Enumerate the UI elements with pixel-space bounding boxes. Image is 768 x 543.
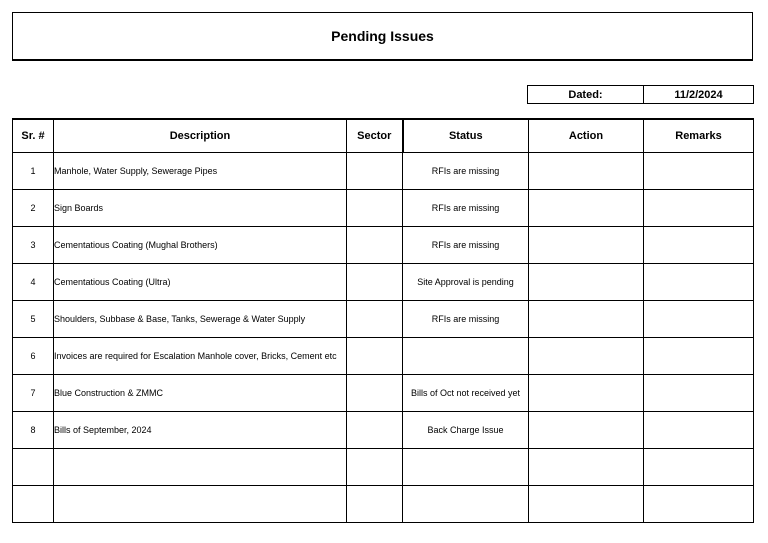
cell-remarks[interactable] [644,189,754,226]
table-row [13,374,754,411]
cell-action[interactable] [529,152,644,189]
cell-sector[interactable] [347,152,403,189]
table-row [13,226,754,263]
cell-status[interactable] [403,337,529,374]
cell-sr[interactable]: 6 [13,337,54,374]
cell-sector[interactable] [347,300,403,337]
cell-sr[interactable]: 3 [13,226,54,263]
cell-remarks[interactable] [644,263,754,300]
page-title [12,12,753,61]
cell-description[interactable] [54,485,347,522]
cell-description[interactable]: Sign Boards [54,189,347,226]
cell-sector[interactable] [347,337,403,374]
cell-status[interactable]: Back Charge Issue [403,411,529,448]
table-row [13,300,754,337]
cell-sr[interactable] [13,485,54,522]
page-title-text: Pending Issues [331,28,434,44]
header-action[interactable]: Action [529,119,644,152]
cell-sr[interactable]: 2 [13,189,54,226]
cell-sr[interactable]: 5 [13,300,54,337]
cell-status[interactable] [403,485,529,522]
cell-description[interactable]: Cementatious Coating (Ultra) [54,263,347,300]
cell-sector[interactable] [347,263,403,300]
cell-description[interactable]: Manhole, Water Supply, Sewerage Pipes [54,152,347,189]
cell-sector[interactable] [347,226,403,263]
cell-remarks[interactable] [644,411,754,448]
cell-description[interactable] [54,448,347,485]
dated-label: Dated: [528,86,644,103]
table-row [13,411,754,448]
cell-status[interactable]: Bills of Oct not received yet [403,374,529,411]
cell-remarks[interactable] [644,448,754,485]
header-sector[interactable]: Sector [347,119,403,152]
cell-action[interactable] [529,337,644,374]
cell-status[interactable]: RFIs are missing [403,152,529,189]
cell-remarks[interactable] [644,226,754,263]
cell-remarks[interactable] [644,485,754,522]
cell-description[interactable]: Blue Construction & ZMMC [54,374,347,411]
cell-description[interactable]: Invoices are required for Escalation Manhole cover, Bricks, Cement etc [54,337,347,374]
cell-action[interactable] [529,485,644,522]
cell-action[interactable] [529,300,644,337]
header-status[interactable]: Status [403,119,529,152]
dated-box [527,85,754,104]
cell-sr[interactable]: 4 [13,263,54,300]
cell-sr[interactable]: 1 [13,152,54,189]
cell-remarks[interactable] [644,374,754,411]
cell-action[interactable] [529,374,644,411]
table-row [13,448,754,485]
cell-remarks[interactable] [644,337,754,374]
header-description[interactable]: Description [54,119,347,152]
pending-issues-table [12,118,754,523]
cell-status[interactable]: RFIs are missing [403,300,529,337]
table-row [13,485,754,522]
cell-description[interactable]: Cementatious Coating (Mughal Brothers) [54,226,347,263]
cell-sr[interactable]: 7 [13,374,54,411]
dated-value[interactable]: 11/2/2024 [674,88,723,101]
cell-sector[interactable] [347,448,403,485]
cell-action[interactable] [529,448,644,485]
cell-status[interactable] [403,448,529,485]
table-header-row [13,119,754,152]
cell-action[interactable] [529,226,644,263]
header-remarks[interactable]: Remarks [644,119,754,152]
cell-sr[interactable]: 8 [13,411,54,448]
cell-description[interactable]: Bills of September, 2024 [54,411,347,448]
cell-description[interactable]: Shoulders, Subbase & Base, Tanks, Sewerage & Water Supply [54,300,347,337]
cell-status[interactable]: Site Approval is pending [403,263,529,300]
cell-status[interactable]: RFIs are missing [403,189,529,226]
cell-status[interactable]: RFIs are missing [403,226,529,263]
cell-action[interactable] [529,411,644,448]
cell-sector[interactable] [347,485,403,522]
table-row [13,337,754,374]
cell-sector[interactable] [347,374,403,411]
header-sr[interactable]: Sr. # [13,119,54,152]
table-row [13,189,754,226]
table-row [13,263,754,300]
cell-remarks[interactable] [644,152,754,189]
cell-action[interactable] [529,189,644,226]
cell-sector[interactable] [347,411,403,448]
table-row [13,152,754,189]
cell-sector[interactable] [347,189,403,226]
cell-sr[interactable] [13,448,54,485]
cell-action[interactable] [529,263,644,300]
cell-remarks[interactable] [644,300,754,337]
